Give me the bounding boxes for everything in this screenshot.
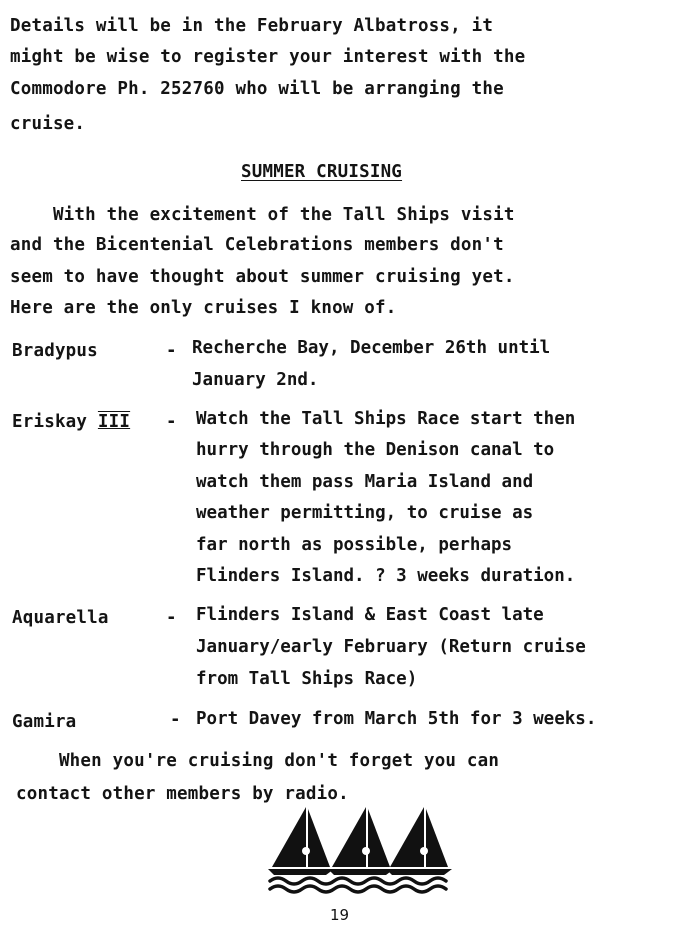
section-heading: SUMMER CRUISING bbox=[241, 162, 403, 182]
sail-2-front-icon bbox=[332, 807, 366, 867]
closing-line-1: When you're cruising don't forget you can bbox=[16, 751, 500, 771]
cruise-2-line-2: hurry through the Denison canal to bbox=[196, 440, 555, 460]
paragraph-line-2: and the Bicentenial Celebrations members don't bbox=[10, 235, 504, 255]
cruise-2-boat bbox=[12, 412, 130, 432]
paragraph-line-1: With the excitement of the Tall Ships visit bbox=[10, 205, 515, 225]
paragraph-line-3: seem to have thought about summer cruising yet. bbox=[10, 267, 515, 287]
cruise-2-dash: - bbox=[166, 412, 177, 432]
page-number: 19 bbox=[329, 906, 350, 924]
cruise-3-line-3: from Tall Ships Race) bbox=[196, 669, 418, 689]
intro-line-1: Details will be in the February Albatross, it bbox=[10, 16, 494, 36]
sail-1-front-icon bbox=[272, 807, 306, 867]
cruise-2-boat-name: Eriskay bbox=[12, 412, 88, 432]
cruise-1-dash: - bbox=[166, 341, 177, 361]
cruise-4-line-1: Port Davey from March 5th for 3 weeks. bbox=[196, 709, 597, 729]
cruise-2-line-4: weather permitting, to cruise as bbox=[196, 503, 534, 523]
intro-line-2: might be wise to register your interest with the bbox=[10, 47, 526, 67]
hull-3-icon bbox=[386, 869, 452, 875]
paragraph-line-4: Here are the only cruises I know of. bbox=[10, 298, 397, 318]
cruise-3-boat: Aquarella bbox=[12, 608, 109, 628]
sail-3-front-icon bbox=[390, 807, 424, 867]
cruise-3-line-2: January/early February (Return cruise bbox=[196, 637, 586, 657]
hull-1-icon bbox=[268, 869, 334, 875]
cruise-1-boat: Bradypus bbox=[12, 341, 98, 361]
sail-3-back-icon bbox=[426, 809, 448, 867]
intro-line-3: Commodore Ph. 252760 who will be arranging the bbox=[10, 79, 504, 99]
cruise-3-dash: - bbox=[166, 608, 177, 628]
cruise-4-dash: - bbox=[170, 710, 181, 730]
cruise-1-line-1: Recherche Bay, December 26th until bbox=[192, 338, 551, 358]
cruise-2-line-3: watch them pass Maria Island and bbox=[196, 472, 534, 492]
sail-1-back-icon bbox=[308, 809, 330, 867]
hull-2-icon bbox=[328, 869, 394, 875]
cruise-2-line-6: Flinders Island. ? 3 weeks duration. bbox=[196, 566, 576, 586]
wave-1-icon bbox=[270, 878, 446, 884]
closing-line-2: contact other members by radio. bbox=[16, 784, 349, 804]
wave-2-icon bbox=[270, 886, 446, 892]
cruise-2-line-1: Watch the Tall Ships Race start then bbox=[196, 409, 576, 429]
cruise-4-boat: Gamira bbox=[12, 712, 77, 732]
cruise-2-boat-suffix: III bbox=[97, 412, 131, 432]
intro-line-4: cruise. bbox=[10, 114, 86, 134]
cruise-1-line-2: January 2nd. bbox=[192, 370, 319, 390]
sail-2-back-icon bbox=[368, 809, 390, 867]
sailboats-logo bbox=[266, 805, 452, 897]
cruise-3-line-1: Flinders Island & East Coast late bbox=[196, 605, 544, 625]
cruise-2-line-5: far north as possible, perhaps bbox=[196, 535, 513, 555]
